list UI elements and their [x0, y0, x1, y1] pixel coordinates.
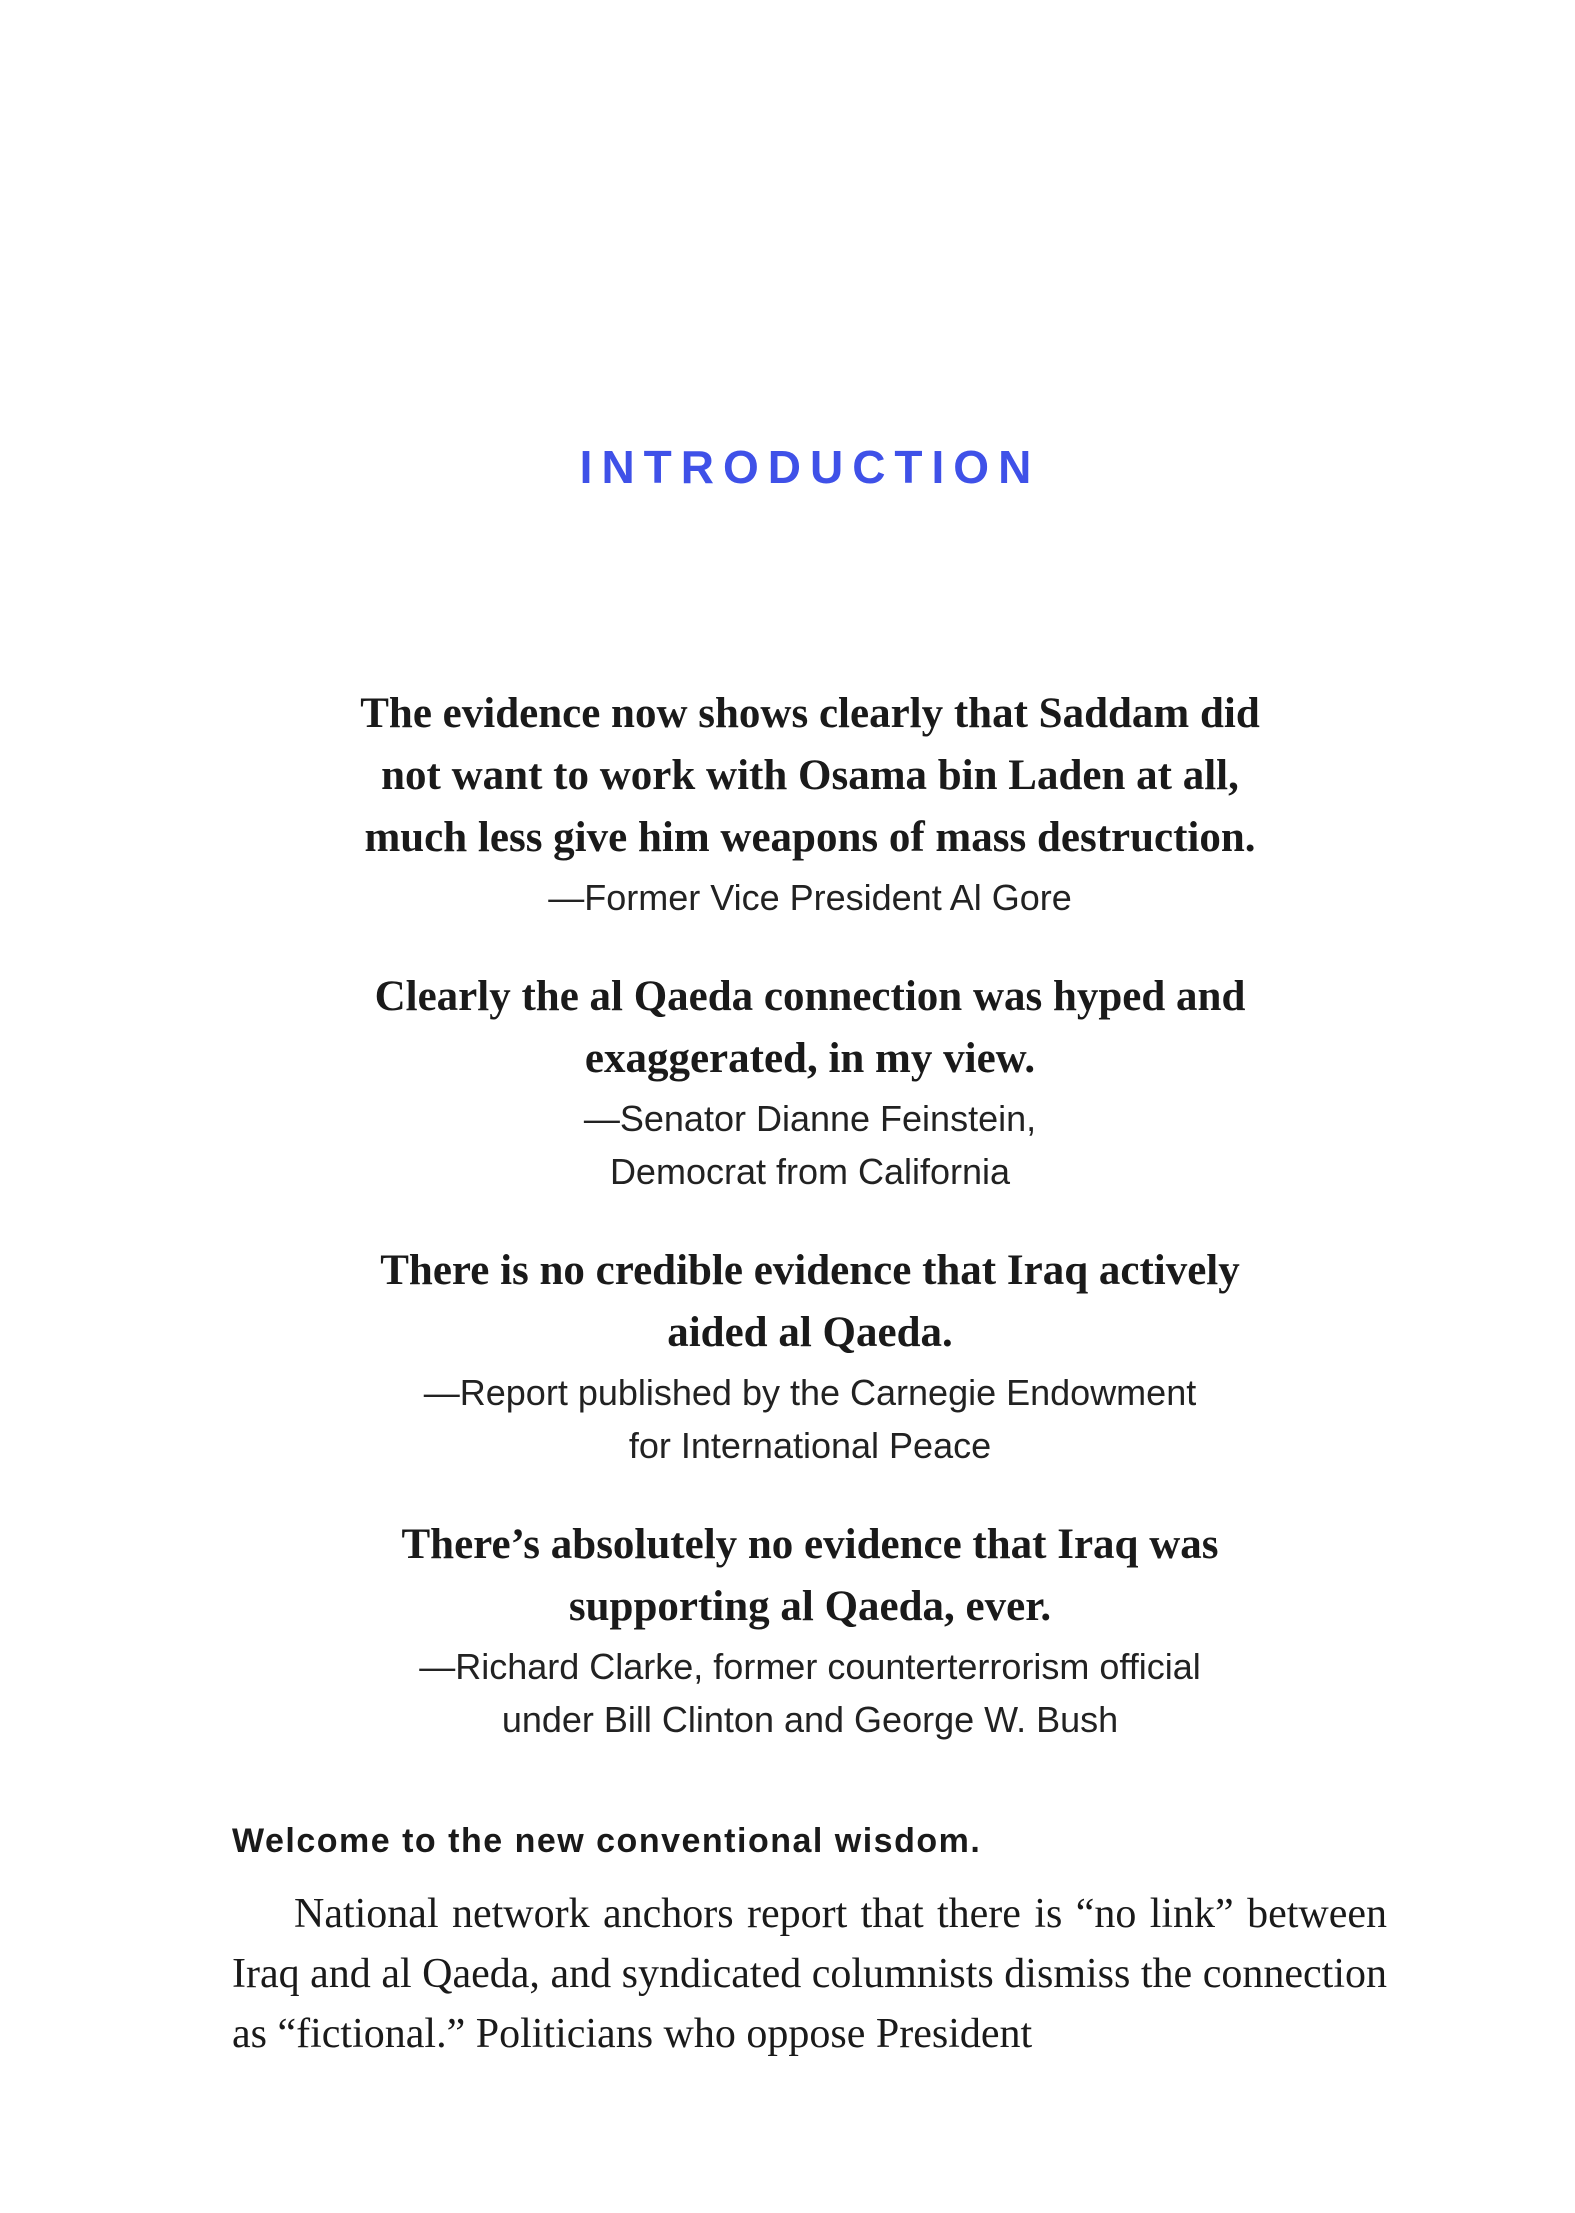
quote-line: supporting al Qaeda, ever.: [568, 1583, 1052, 1630]
epigraph-quote: [300, 1514, 1320, 1638]
quote-line: There is no credible evidence that Iraq actively: [380, 1247, 1240, 1294]
epigraphs: [300, 683, 1320, 1746]
attribution-line: Democrat from California: [609, 1151, 1011, 1192]
quote-line: Clearly the al Qaeda connection was hyped and: [374, 973, 1246, 1020]
attribution-line: —Report published by the Carnegie Endowment: [423, 1372, 1197, 1413]
attribution-line: —Senator Dianne Feinstein,: [583, 1098, 1037, 1139]
quote-line: not want to work with Osama bin Laden at all,: [381, 752, 1239, 799]
epigraph-gore: [300, 683, 1320, 924]
quote-line: aided al Qaeda.: [667, 1309, 953, 1356]
lead-in-heading: Welcome to the new conventional wisdom.: [232, 1822, 982, 1860]
quote-line: exaggerated, in my view.: [584, 1035, 1036, 1082]
epigraph-attribution: [300, 1092, 1320, 1198]
quote-line: The evidence now shows clearly that Saddam did: [360, 690, 1260, 737]
attribution-line: —Former Vice President Al Gore: [548, 877, 1072, 918]
chapter-title: INTRODUCTION: [579, 441, 1041, 493]
attribution-line: under Bill Clinton and George W. Bush: [501, 1699, 1119, 1740]
quote-line: much less give him weapons of mass destruction.: [364, 814, 1256, 861]
epigraph-carnegie: [300, 1240, 1320, 1472]
epigraph-feinstein: [300, 966, 1320, 1198]
epigraph-quote: [300, 1240, 1320, 1364]
quote-line: There’s absolutely no evidence that Iraq was: [401, 1521, 1219, 1568]
body-paragraph: National network anchors report that there is “no link” between Iraq and al Qaeda, and syndicated columnists dismiss the connection as “fictional.” Politicians who oppose President: [232, 1891, 1387, 2057]
epigraph-attribution: [300, 1640, 1320, 1746]
epigraph-quote: [300, 966, 1320, 1090]
epigraph-attribution: [300, 1366, 1320, 1472]
epigraph-quote: [300, 683, 1320, 869]
epigraph-attribution: [300, 871, 1320, 924]
epigraph-clarke: [300, 1514, 1320, 1746]
attribution-line: for International Peace: [628, 1425, 992, 1466]
attribution-line: —Richard Clarke, former counterterrorism official: [419, 1646, 1201, 1687]
